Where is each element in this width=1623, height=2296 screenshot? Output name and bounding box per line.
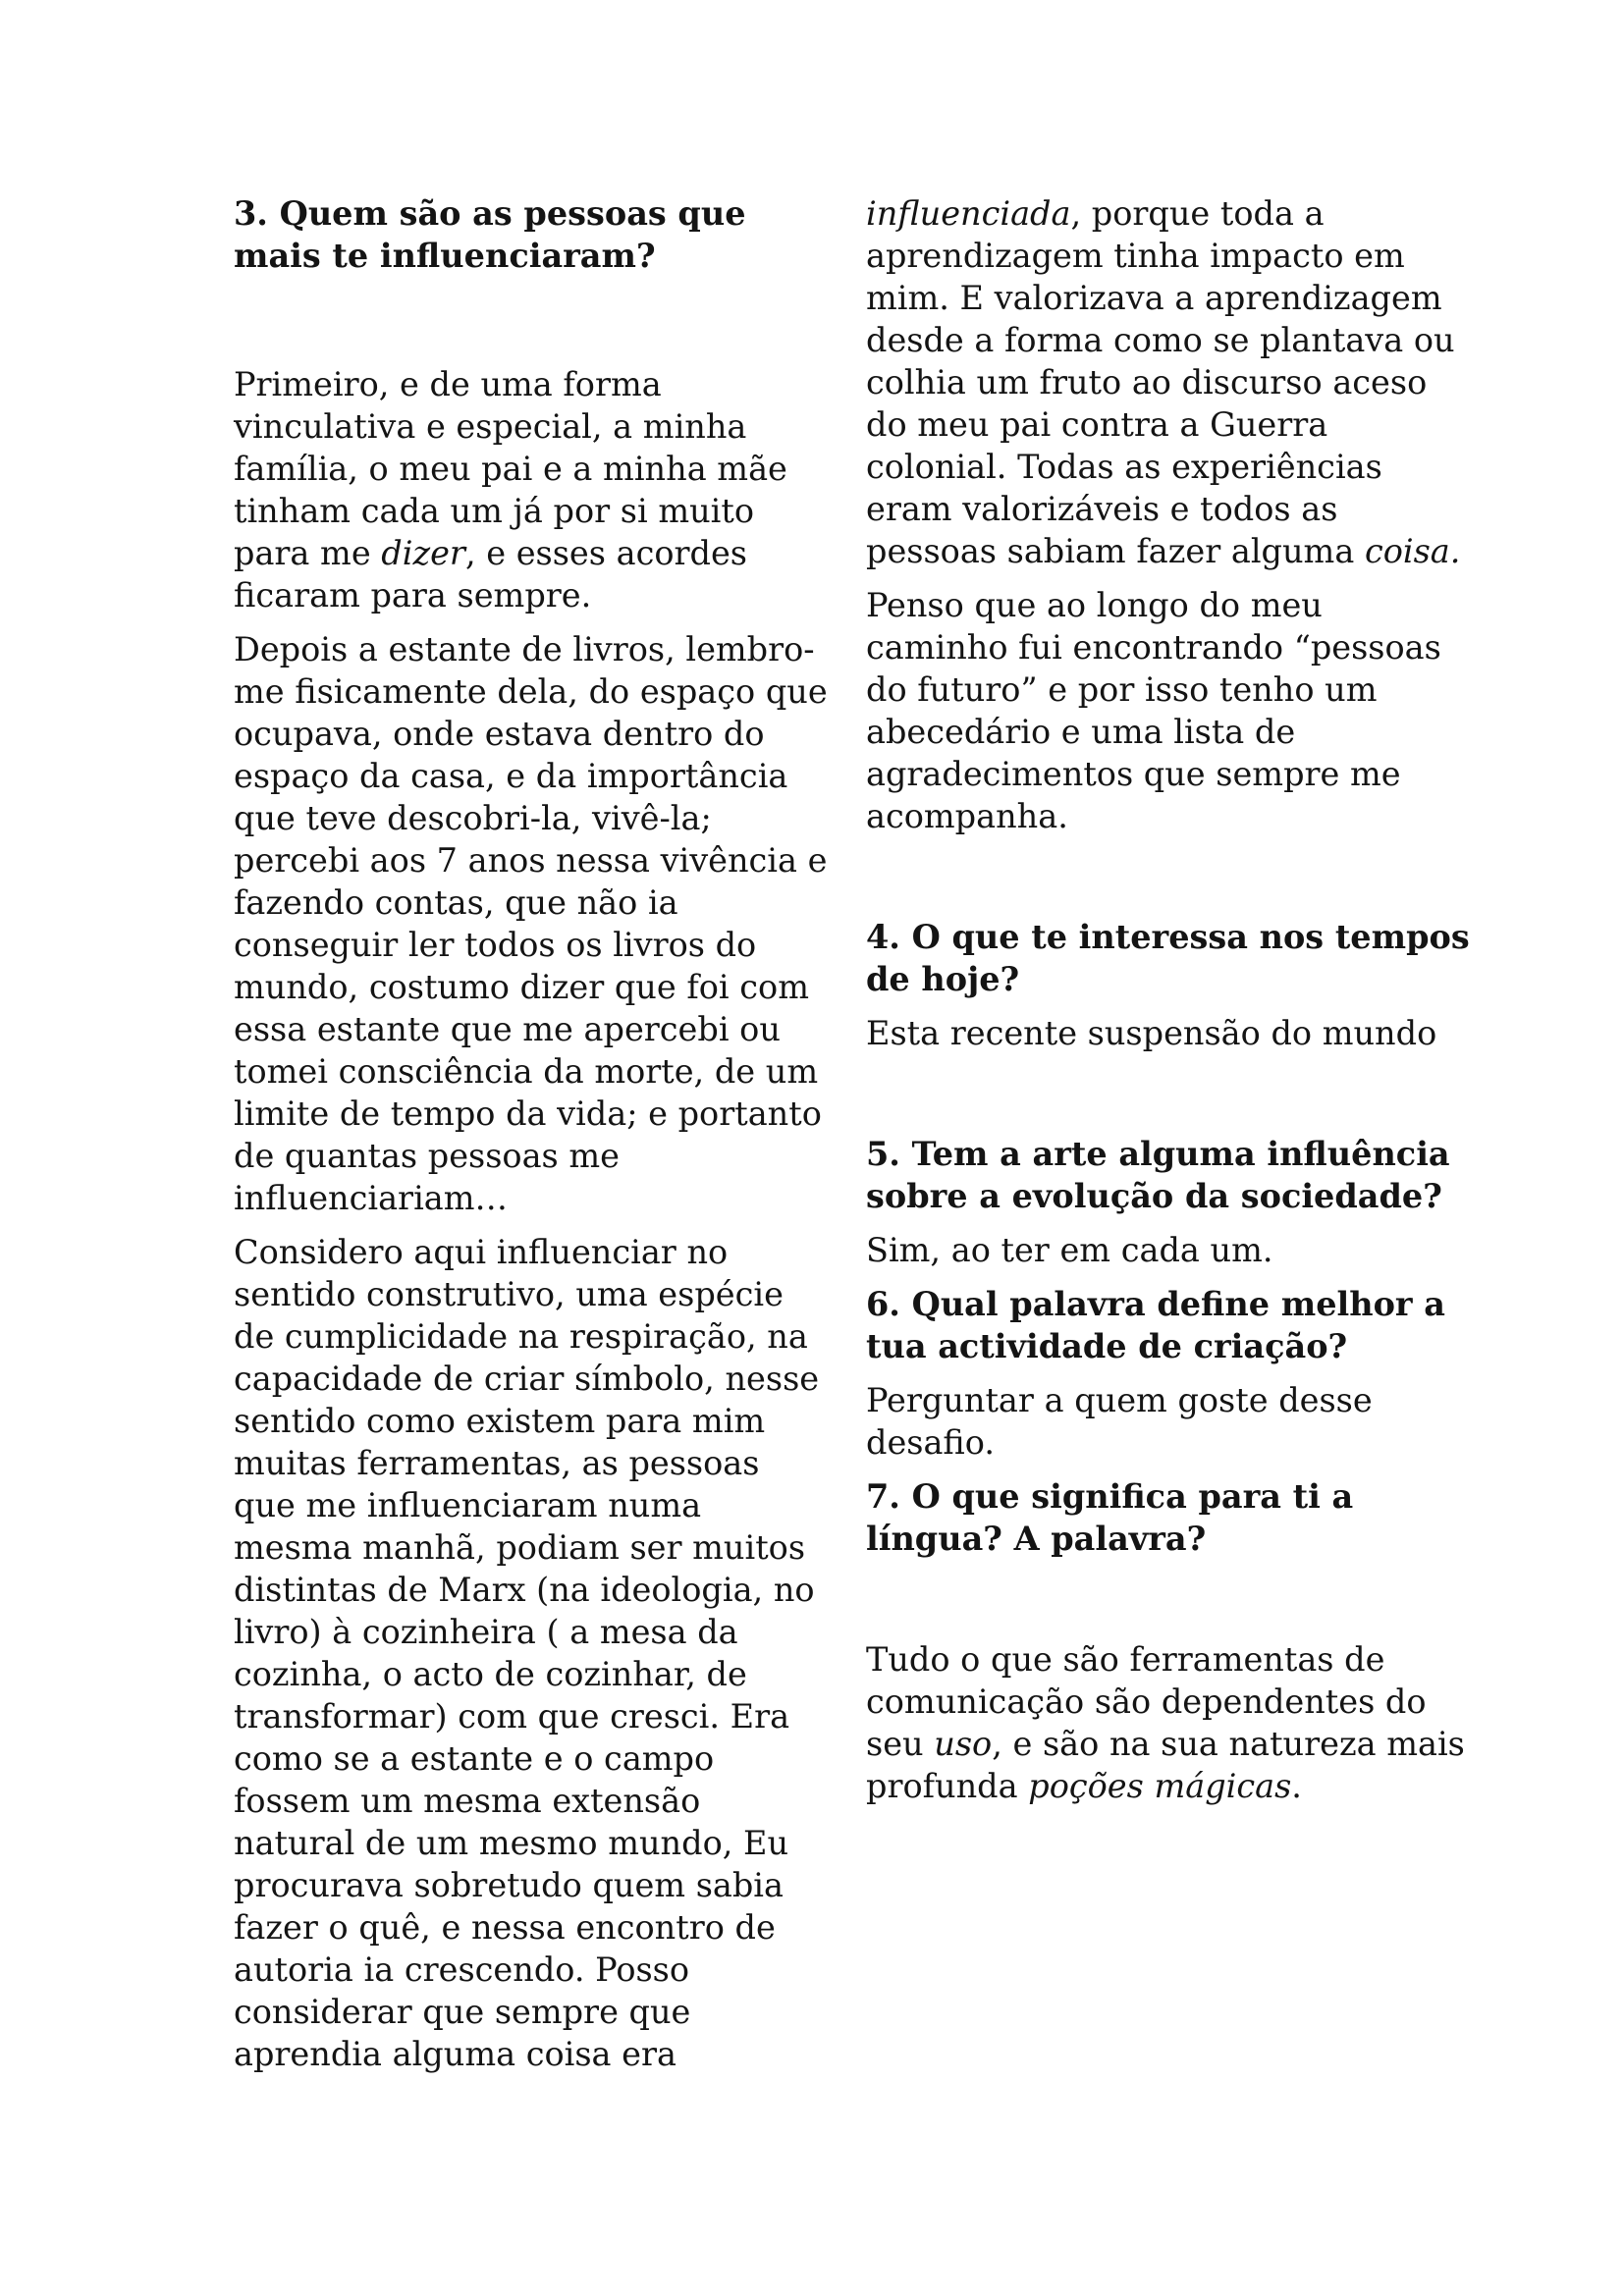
paragraph (234, 363, 787, 616)
text-line: Sim, ao ter em cada um. (866, 1231, 1273, 1269)
text-line: capacidade de criar símbolo, nesse (234, 1360, 820, 1398)
text-line: fossem um mesma extensão (234, 1782, 701, 1820)
text-segment: , e são na sua natureza mais (992, 1725, 1465, 1763)
text-line: mundo, costumo dizer que foi com (234, 968, 809, 1006)
text-line: cozinha, o acto de cozinhar, de (234, 1655, 747, 1693)
text-line (866, 530, 1461, 572)
question-3-title (234, 192, 784, 277)
text-line: tua actividade de criação? (866, 1327, 1348, 1365)
answer-7 (866, 1638, 1465, 1807)
text-line: transformar) com que cresci. Era (234, 1697, 790, 1735)
text-line: distintas de Marx (na ideologia, no (234, 1571, 815, 1609)
text-line: limite de tempo da vida; e portanto (234, 1095, 822, 1133)
text-line: percebi aos 7 anos nessa vivência e (234, 841, 828, 880)
text-line: agradecimentos que sempre me (866, 755, 1401, 793)
text-line: mim. E valorizava a aprendizagem (866, 279, 1442, 317)
text-line: influenciariam… (234, 1179, 509, 1217)
text-line (234, 532, 784, 574)
text-line: abecedário e uma lista de (866, 713, 1296, 751)
text-line: tomei consciência da morte, de um (234, 1052, 819, 1091)
text-segment: , e esses acordes (464, 534, 747, 572)
text-line: tinham cada um já por si muito (234, 492, 755, 530)
text-line: considerar que sempre que (234, 1993, 691, 2031)
left-column (234, 192, 828, 2075)
text-line: sobre a evolução da sociedade? (866, 1177, 1442, 1215)
text-line: Considero aqui influenciar no (234, 1233, 729, 1271)
text-line: Primeiro, e de uma forma (234, 365, 662, 403)
text-line (866, 192, 1416, 235)
text-line: vinculativa e especial, a minha (234, 407, 747, 446)
paragraph (866, 192, 1461, 572)
text-line: colonial. Todas as experiências (866, 448, 1382, 486)
text-line: caminho fui encontrando “pessoas (866, 628, 1441, 667)
answer-4 (866, 1012, 1437, 1054)
italic-text: coisa. (1364, 532, 1461, 570)
text-line: espaço da casa, e da importância (234, 757, 788, 795)
right-column (866, 192, 1470, 1807)
text-line: eram valorizáveis e todos as (866, 490, 1338, 528)
paragraph (234, 628, 828, 1219)
text-line: natural de um mesmo mundo, Eu (234, 1824, 789, 1862)
text-line: colhia um fruto ao discurso aceso (866, 363, 1428, 401)
italic-text: influenciada (866, 194, 1071, 233)
text-line: mesma manhã, podiam ser muitos (234, 1528, 806, 1567)
text-line: desafio. (866, 1423, 996, 1462)
text-line: 4. O que te interessa nos tempos (866, 918, 1470, 956)
text-line (866, 1723, 1465, 1765)
text-line: 7. O que significa para ti a (866, 1477, 1354, 1516)
text-segment: seu (866, 1725, 935, 1763)
text-line: fazer o quê, e nessa encontro de (234, 1908, 776, 1947)
text-segment: para me (234, 534, 382, 572)
text-line: aprendia alguma coisa era (234, 2035, 676, 2073)
text-line: conseguir ler todos os livros do (234, 926, 757, 964)
text-line: desde a forma como se plantava ou (866, 321, 1455, 359)
text-line: ocupava, onde estava dentro do (234, 715, 765, 753)
text-line: me fisicamente dela, do espaço que (234, 672, 828, 711)
answer-5 (866, 1229, 1416, 1271)
text-segment: , porque toda a (1070, 194, 1325, 233)
text-segment: . (1291, 1767, 1302, 1805)
text-line: sentido construtivo, uma espécie (234, 1275, 784, 1313)
text-line: que teve descobri-la, vivê-la; (234, 799, 712, 837)
text-line: mais te influenciaram? (234, 237, 656, 275)
text-line: família, o meu pai e a minha mãe (234, 450, 787, 488)
question-6-title (866, 1283, 1445, 1367)
text-line: do meu pai contra a Guerra (866, 405, 1328, 444)
text-line: livro) à cozinheira ( a mesa da (234, 1613, 738, 1651)
text-line: Perguntar a quem goste desse (866, 1381, 1373, 1419)
text-line: aprendizagem tinha impacto em (866, 237, 1405, 275)
paragraph (866, 584, 1441, 837)
text-line: de hoje? (866, 960, 1020, 998)
text-line: ficaram para sempre. (234, 576, 592, 614)
answer-6 (866, 1379, 1416, 1464)
text-line: Tudo o que são ferramentas de (866, 1640, 1385, 1679)
text-line: muitas ferramentas, as pessoas (234, 1444, 760, 1482)
text-line: 3. Quem são as pessoas que (234, 194, 746, 233)
text-line: 6. Qual palavra define melhor a (866, 1285, 1445, 1323)
text-line: comunicação são dependentes do (866, 1682, 1427, 1721)
text-line: autoria ia crescendo. Posso (234, 1950, 690, 1989)
question-7-title (866, 1475, 1416, 1560)
question-5-title (866, 1133, 1450, 1217)
text-line: essa estante que me apercebi ou (234, 1010, 781, 1048)
text-segment: profunda (866, 1767, 1029, 1805)
italic-text: dizer (381, 534, 465, 572)
italic-text: uso (934, 1725, 993, 1763)
paragraph (234, 1231, 820, 2075)
text-line (866, 1765, 1416, 1807)
text-line: de quantas pessoas me (234, 1137, 620, 1175)
text-line: Esta recente suspensão do mundo (866, 1014, 1437, 1052)
text-line: fazendo contas, que não ia (234, 883, 678, 922)
text-segment: pessoas sabiam fazer alguma (866, 532, 1365, 570)
text-line: que me influenciaram numa (234, 1486, 702, 1524)
text-line: Depois a estante de livros, lembro- (234, 630, 815, 668)
text-line: Penso que ao longo do meu (866, 586, 1323, 624)
text-line: como se a estante e o campo (234, 1739, 715, 1778)
text-line: procurava sobretudo quem sabia (234, 1866, 784, 1904)
text-line: acompanha. (866, 797, 1068, 835)
text-line: 5. Tem a arte alguma influência (866, 1135, 1450, 1173)
question-4-title (866, 916, 1470, 1000)
italic-text: poções mágicas (1028, 1767, 1292, 1805)
text-line: do futuro” e por isso tenho um (866, 670, 1378, 709)
text-line: de cumplicidade na respiração, na (234, 1317, 808, 1356)
text-line: língua? A palavra? (866, 1520, 1207, 1558)
text-line: sentido como existem para mim (234, 1402, 766, 1440)
